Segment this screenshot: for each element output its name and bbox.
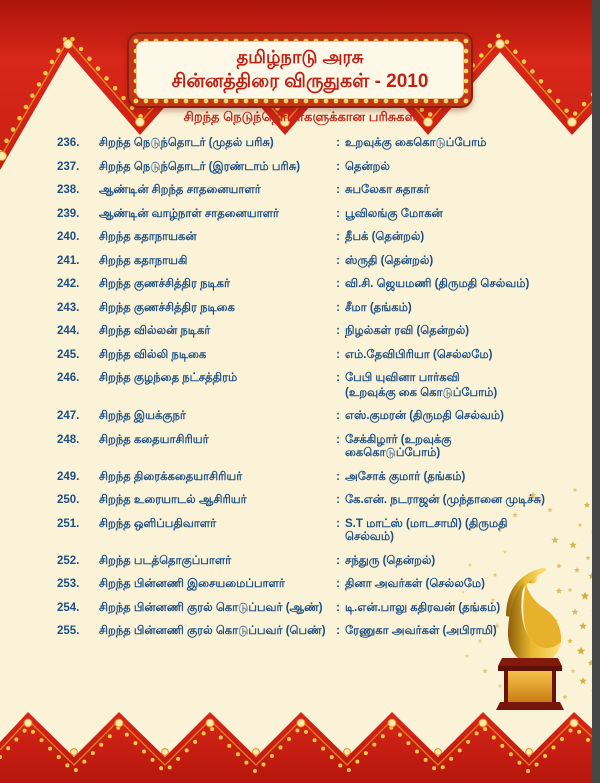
award-category: சிறந்த பின்னணி குரல் கொடுப்பவர் (பெண்) <box>99 625 326 637</box>
award-recipient: சுபலேகா சுதாகர் <box>345 184 430 196</box>
award-colon: : <box>336 137 340 149</box>
award-number: 252. <box>57 554 80 567</box>
award-row <box>57 302 549 316</box>
award-row <box>57 434 549 461</box>
award-category: சிறந்த கதாநாயகி <box>99 254 188 267</box>
award-row <box>57 518 549 545</box>
award-number: 239. <box>57 207 80 220</box>
award-colon: : <box>336 625 340 637</box>
award-number: 246. <box>57 372 80 384</box>
award-recipient: டி.என்.பாலு கதிரவன் (தங்கம்) <box>345 601 501 614</box>
award-category: சிறந்த குணச்சித்திர நடிகை <box>99 301 235 314</box>
award-recipient: தினா அவர்கள் (செல்லமே) <box>345 578 485 590</box>
award-category: சிறந்த திரைக்கதையாசிரியர் <box>99 470 243 483</box>
award-row <box>57 471 549 485</box>
award-row <box>57 161 549 175</box>
award-recipient: வி.சி. ஜெயமணி (திருமதி செல்வம்) <box>345 278 530 290</box>
award-category: சிறந்த குழந்தை நட்சத்திரம் <box>99 372 238 384</box>
award-recipient-line2: (உறவுக்கு கை கொடுப்போம்) <box>345 386 498 399</box>
award-category: சிறந்த நெடுந்தொடர் (இரண்டாம் பரிசு) <box>99 160 301 173</box>
award-colon: : <box>336 601 340 614</box>
award-row <box>57 184 549 198</box>
award-category: சிறந்த இயக்குநர் <box>99 410 186 422</box>
award-number: 243. <box>57 301 80 314</box>
award-colon: : <box>336 184 340 196</box>
award-category: சிறந்த ஒளிப்பதிவாளர் <box>99 517 217 530</box>
award-colon: : <box>336 433 340 446</box>
award-row <box>57 255 549 269</box>
award-recipient: பேபி யுவினா பார்கவி (உறவுக்கு கை கொடுப்போம்) <box>345 372 549 400</box>
award-number: 236. <box>57 137 80 149</box>
award-category: சிறந்த பின்னணி இசையமைப்பாளர் <box>99 578 285 590</box>
award-row <box>57 349 549 363</box>
award-number: 248. <box>57 433 80 446</box>
award-colon: : <box>336 372 340 384</box>
award-colon: : <box>336 325 340 337</box>
award-recipient: நிழல்கள் ரவி (தென்றல்) <box>345 325 470 337</box>
award-recipient: சீமா (தங்கம்) <box>345 301 412 314</box>
award-colon: : <box>336 160 340 173</box>
award-number: 244. <box>57 325 80 337</box>
award-recipient: அசோக் குமார் (தங்கம்) <box>345 470 466 483</box>
title-banner <box>127 32 473 108</box>
award-recipient: எஸ்.குமரன் (திருமதி செல்வம்) <box>345 410 504 422</box>
award-category: ஆண்டின் வாழ்நாள் சாதனையாளர் <box>99 207 280 220</box>
award-category: சிறந்த கதாநாயகன் <box>99 231 197 243</box>
award-colon: : <box>336 301 340 314</box>
award-colon: : <box>336 578 340 590</box>
award-colon: : <box>336 231 340 243</box>
award-colon: : <box>336 410 340 422</box>
award-number: 237. <box>57 160 80 173</box>
award-row <box>57 208 549 222</box>
award-number: 249. <box>57 470 80 483</box>
award-category: ஆண்டின் சிறந்த சாதனையாளர் <box>99 184 261 196</box>
award-recipient: பூவிலங்கு மோகன் <box>345 207 443 220</box>
award-category: சிறந்த வில்லன் நடிகர் <box>99 325 211 337</box>
award-row <box>57 325 549 339</box>
award-row <box>57 625 549 639</box>
award-colon: : <box>336 494 340 506</box>
page-title-line2: சின்னத்திரை விருதுகள் - 2010 <box>171 71 429 92</box>
award-category: சிறந்த பின்னணி குரல் கொடுப்பவர் (ஆண்) <box>99 601 323 614</box>
award-row <box>57 494 549 508</box>
award-recipient: S.T மாட்ஸ் (மாடசாமி) (திருமதி செல்வம்) <box>345 517 508 543</box>
award-colon: : <box>336 278 340 290</box>
award-number: 240. <box>57 231 80 243</box>
award-recipient: கே.என். நடராஜன் (முந்தானை முடிச்சு) <box>345 494 545 506</box>
award-row <box>57 602 549 616</box>
award-recipient: சேக்கிழார் (உறவுக்கு கைகொடுப்போம்) <box>345 433 452 459</box>
award-number: 254. <box>57 601 80 614</box>
awards-list <box>57 137 549 649</box>
award-colon: : <box>336 348 340 361</box>
award-row <box>57 278 549 292</box>
award-row <box>57 231 549 245</box>
award-row <box>57 137 549 151</box>
award-colon: : <box>336 470 340 483</box>
award-recipient: சந்துரு (தென்றல்) <box>345 554 436 567</box>
award-number: 241. <box>57 254 80 267</box>
award-recipient: ஸ்ருதி (தென்றல்) <box>345 254 434 267</box>
award-recipient: எம்.தேவிபிரியா (செல்லமே) <box>345 348 493 361</box>
award-number: 245. <box>57 348 80 361</box>
award-category: சிறந்த நெடுந்தொடர் (முதல் பரிசு) <box>99 137 274 149</box>
award-recipient: உறவுக்கு கைகொடுப்போம் <box>345 137 487 149</box>
section-heading: சிறந்த நெடுந்தொடர்களுக்கான பரிசுகள் <box>183 109 417 124</box>
award-number: 253. <box>57 578 80 590</box>
award-row <box>57 555 549 569</box>
award-category: சிறந்த குணச்சித்திர நடிகர் <box>99 278 231 290</box>
right-edge-strip <box>592 0 600 783</box>
page-title-line1: தமிழ்நாடு அரசு <box>236 47 364 67</box>
award-number: 250. <box>57 494 80 506</box>
award-number: 247. <box>57 410 80 422</box>
award-colon: : <box>336 254 340 267</box>
award-category: சிறந்த உரையாடல் ஆசிரியர் <box>99 494 247 506</box>
award-number: 255. <box>57 625 80 637</box>
award-recipient: தீபக் (தென்றல்) <box>345 231 425 243</box>
award-colon: : <box>336 554 340 567</box>
award-number: 242. <box>57 278 80 290</box>
award-recipient: தென்றல் <box>345 160 390 173</box>
award-colon: : <box>336 517 340 530</box>
award-colon: : <box>336 207 340 220</box>
award-recipient: ரேணுகா அவர்கள் (அபிராமி) <box>345 625 497 637</box>
award-number: 238. <box>57 184 80 196</box>
award-row <box>57 372 549 400</box>
title-banner-panel <box>136 41 464 99</box>
award-category: சிறந்த படத்தொகுப்பாளர் <box>99 554 232 567</box>
award-category: சிறந்த வில்லி நடிகை <box>99 348 207 361</box>
award-number: 251. <box>57 517 80 530</box>
award-row <box>57 578 549 592</box>
award-row <box>57 410 549 424</box>
award-category: சிறந்த கதையாசிரியர் <box>99 433 209 446</box>
